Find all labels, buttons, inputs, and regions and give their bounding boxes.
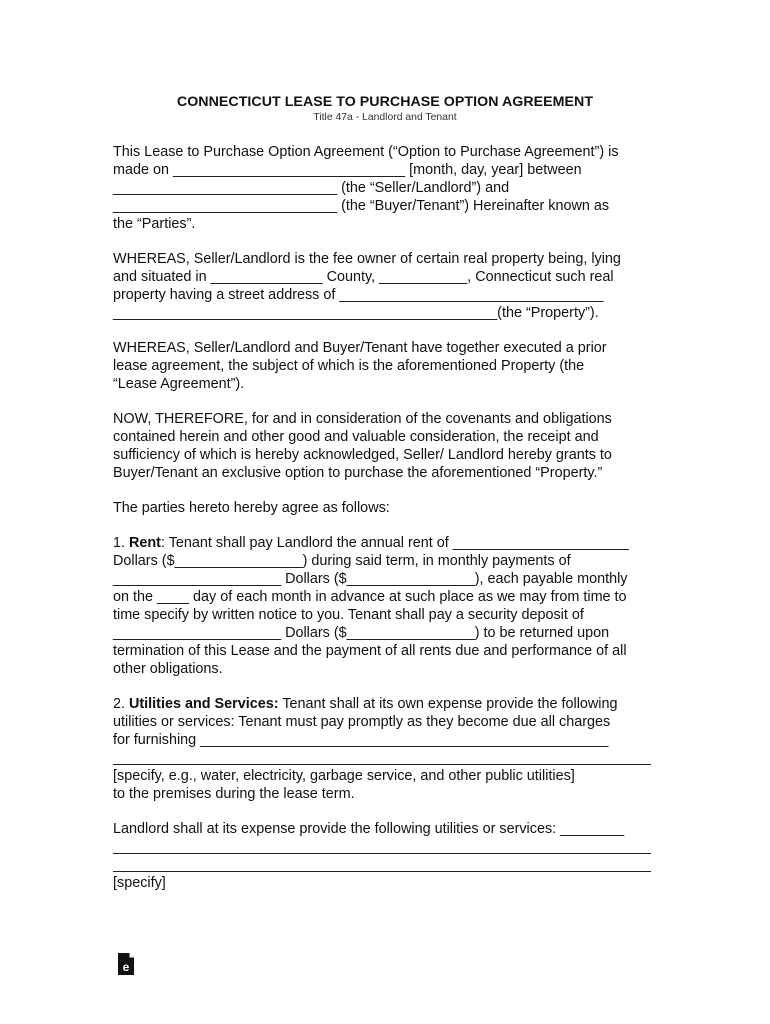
- text-line: “Lease Agreement”).: [113, 376, 245, 392]
- rent-section: [113, 534, 658, 678]
- text-line: WHEREAS, Seller/Landlord and Buyer/Tenant have together executed a prior: [113, 340, 607, 356]
- section-heading-utilities: Utilities and Services:: [129, 696, 279, 712]
- text-line: other obligations.: [113, 661, 223, 677]
- text-line: utilities or services: Tenant must pay promptly as they become due all charges: [113, 714, 611, 730]
- text-line: Buyer/Tenant an exclusive option to purchase the aforementioned “Property.”: [113, 465, 603, 481]
- text-line: sufficiency of which is hereby acknowledged, Seller/ Landlord hereby grants to: [113, 447, 612, 463]
- text-line: to the premises during the lease term.: [113, 786, 355, 802]
- text-line: property having a street address of _________________________________: [113, 287, 604, 303]
- section-heading-rent: Rent: [129, 535, 161, 551]
- landlord-utilities-section: [113, 820, 658, 892]
- svg-text:e: e: [122, 960, 130, 974]
- text-line: [specify]: [113, 875, 166, 891]
- document-subtitle: Title 47a - Landlord and Tenant: [313, 112, 457, 123]
- text-line: contained herein and other good and valuable consideration, the receipt and: [113, 429, 599, 445]
- text-line: The parties hereto hereby agree as follows:: [113, 500, 390, 516]
- intro-paragraph: [113, 143, 658, 233]
- paragraph-gap: [113, 393, 658, 410]
- text-line: Landlord shall at its expense provide the following utilities or services: ________: [113, 821, 625, 837]
- text-line: and situated in ______________ County, ___________, Connecticut such real: [113, 269, 614, 285]
- section-number: 1.: [113, 535, 129, 551]
- text-line: ____________________________ (the “Buyer/Tenant”) Hereinafter known as: [113, 198, 610, 214]
- whereas-property-paragraph: [113, 250, 658, 322]
- eforms-logo-icon: [117, 952, 135, 976]
- text-line: Dollars ($________________) during said term, in monthly payments of: [113, 553, 571, 569]
- text-line: [specify, e.g., water, electricity, garbage service, and other public utilities]: [113, 768, 575, 784]
- section-number: 2.: [113, 696, 129, 712]
- document-title: CONNECTICUT LEASE TO PURCHASE OPTION AGREEMENT: [176, 94, 594, 110]
- text-line: This Lease to Purchase Option Agreement (“Option to Purchase Agreement”) is: [113, 144, 619, 160]
- text-line: _____________________ Dollars ($________________), each payable monthly: [113, 571, 628, 587]
- document-body: [113, 143, 658, 892]
- text-line: NOW, THEREFORE, for and in consideration of the covenants and obligations: [113, 411, 612, 427]
- text-line: [113, 534, 658, 552]
- paragraph-gap: [113, 482, 658, 499]
- text-line: [113, 695, 658, 713]
- paragraph-gap: [113, 803, 658, 820]
- text-line: _____________________ Dollars ($________________) to be returned upon: [113, 625, 610, 641]
- blank-fill-line: [113, 856, 658, 874]
- utilities-section: [113, 695, 658, 803]
- text-line: WHEREAS, Seller/Landlord is the fee owner of certain real property being, lying: [113, 251, 621, 267]
- text-line: for furnishing ___________________________________________________: [113, 732, 609, 748]
- agree-paragraph: [113, 499, 658, 517]
- text-line: lease agreement, the subject of which is the aforementioned Property (the: [113, 358, 585, 374]
- text-line: on the ____ day of each month in advance at such place as we may from time to: [113, 589, 627, 605]
- text-line: the “Parties”.: [113, 216, 196, 232]
- paragraph-gap: [113, 678, 658, 695]
- section-text: Tenant shall at its own expense provide the following: [278, 696, 618, 712]
- text-line: ________________________________________________(the “Property”).: [113, 305, 599, 321]
- text-line: termination of this Lease and the payment of all rents due and performance of all: [113, 643, 627, 659]
- text-line: time specify by written notice to you. Tenant shall pay a security deposit of: [113, 607, 584, 623]
- paragraph-gap: [113, 233, 658, 250]
- now-therefore-paragraph: [113, 410, 658, 482]
- text-line: made on _____________________________ [month, day, year] between: [113, 162, 582, 178]
- blank-fill-line: [113, 838, 658, 856]
- text-line: ____________________________ (the “Seller/Landlord”) and: [113, 180, 510, 196]
- blank-fill-line: [113, 749, 658, 767]
- section-text: : Tenant shall pay Landlord the annual rent of ______________________: [160, 535, 629, 551]
- whereas-lease-paragraph: [113, 339, 658, 393]
- paragraph-gap: [113, 517, 658, 534]
- paragraph-gap: [113, 322, 658, 339]
